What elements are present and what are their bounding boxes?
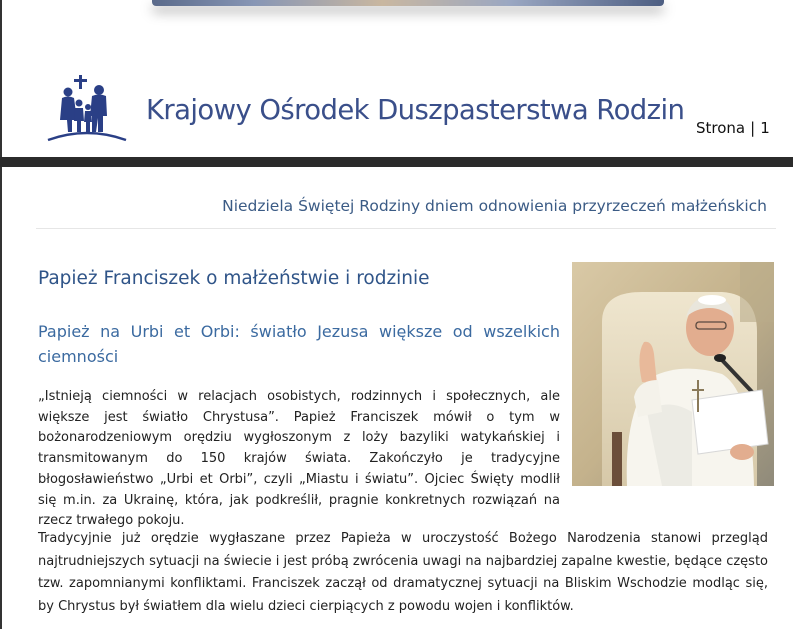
organization-name: Krajowy Ośrodek Duszpasterstwa Rodzin: [146, 94, 685, 126]
page-number-value: 1: [760, 119, 770, 137]
article-subheading: Papież na Urbi et Orbi: światło Jezusa większe od wszelkich ciemności: [38, 322, 560, 366]
page-number: [696, 119, 770, 137]
page-gap: [0, 157, 793, 167]
current-page: [0, 167, 793, 629]
banner-image-edge: [152, 0, 664, 6]
page-label: Strona: [696, 119, 746, 137]
family-with-cross-logo-icon: [46, 74, 128, 142]
article-paragraph: Tradycyjnie już orędzie wygłaszane przez Papieża w uroczystość Bożego Narodzenia stanowi przegląd najtrudniejszych sytuacji na świecie i jest próbą zwrócenia uwagi na najbardziej zapalne kwestie, będące często tzw. zapomnianymi konfliktami. Franciszek zaczął od dramatycznej sytuacji na Bliskim Wschodzie modląc się, by Chrystus był światłem dla wielu dzieci cierpiących z powodu wojen i konfliktów.: [38, 531, 768, 614]
previous-page: [0, 0, 793, 157]
header-divider: [36, 228, 776, 229]
article-paragraph: „Istnieją ciemności w relacjach osobistych, rodzinnych i społecznych, ale większe jest światło Chrystusa”. Papież Franciszek mówił o tym w bożonarodzeniowym orędziu wygłoszonym z loży bazyliki watykańskiej i transmitowanym do 150 krajów świata. Zakończyło je tradycyjne błogosławieństwo „Urbi et Orbi”, czyli „Miastu i światu”. Ojciec Święty modlił się m.in. za Ukrainę, która, jak podkreślił, pragnie konkretnych rozwiązań na rzecz trwałego pokoju.: [38, 389, 560, 529]
page-header-title: Niedziela Świętej Rodziny dniem odnowienia przyrzeczeń małżeńskich: [222, 197, 767, 215]
section-heading: Papież Franciszek o małżeństwie i rodzinie: [38, 268, 430, 289]
page-separator: |: [750, 119, 756, 137]
pope-portrait-photo: [572, 262, 774, 486]
